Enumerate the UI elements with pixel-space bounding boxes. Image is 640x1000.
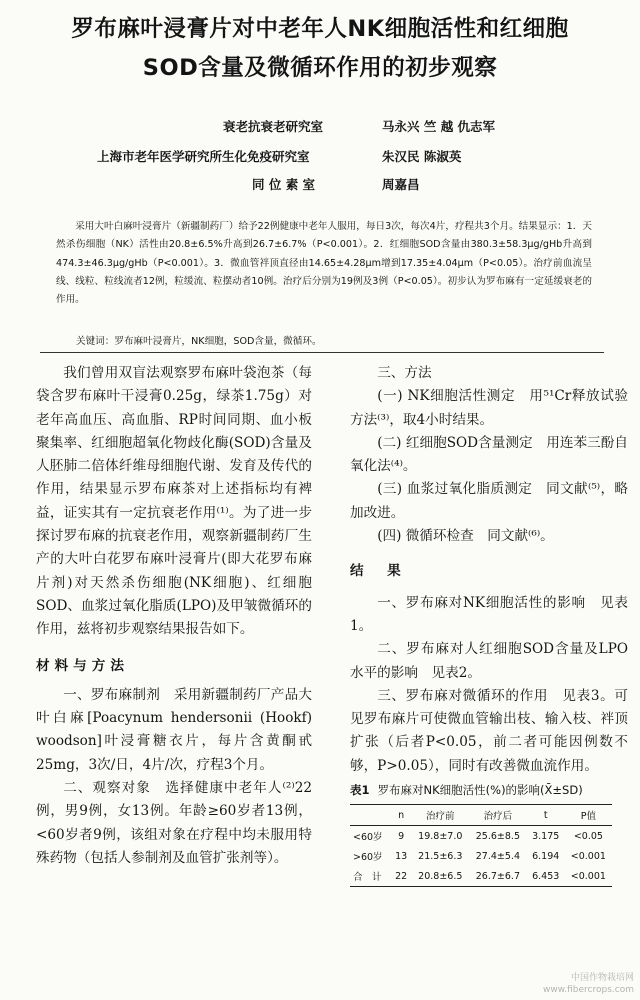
result-3: 三、罗布麻对微循环的作用 见表3。可见罗布麻片可使微血管输出枝、输入枝、袢顶扩张（后者P<0.05，前二者可能因例数不够，P>0.05），同时有改善微血流作用。 <box>350 687 628 774</box>
table-cell: 6.194 <box>532 850 560 862</box>
method-item-1: 一、罗布麻制剂 采用新疆制药厂产品大叶白麻[Poacynum hendersonii (Hookf) woodson]叶浸膏糖衣片，每片含黄酮甙25mg，3次/日，4片/次，疗程3个月。 <box>36 686 312 773</box>
methods-subheading: 三、方法 <box>377 365 432 381</box>
nk-activity-table <box>350 804 612 887</box>
table-header-row <box>350 805 612 826</box>
table-cell: <0.05 <box>573 830 603 842</box>
right-column <box>350 362 628 887</box>
table-header-cell: P值 <box>565 805 612 826</box>
abstract-text: 采用大叶白麻叶浸膏片（新疆制药厂）给予22例健康中老年人服用，每日3次，每次4片，疗程共3个月。结果显示：1．天然杀伤细胞（NK）活性由20.8±6.5%升高到26.7±6.7%（P<0.001）。2．红细胞SOD含量由380.3±58.3μg/gHb升高到474.3±46.3μg/gHb（P<0.001）。3．微血管袢顶直径由14.65±4.28μm增到17.35±4.04μm（P<0.05）。治疗前血流呈线、线粒、粒线流者12例，粒缓流、粒摆动者10例。治疗后分别为19例及3例（P<0.05）。初步认为罗布麻有一定延缓衰老的作用。 <box>56 221 592 306</box>
affiliation-dept-1: 衰老抗衰老研究室 <box>223 119 324 134</box>
table-row <box>350 866 612 887</box>
table-cell: 27.4±5.4 <box>475 850 520 862</box>
method-step-4: (四) 微循环检查 同文献⁽⁶⁾。 <box>377 528 554 545</box>
table-cell: 21.5±6.3 <box>418 850 463 862</box>
table-title: 罗布麻对NK细胞活性(%)的影响(X̄±SD) <box>377 783 583 798</box>
intro-paragraph: 我们曾用双盲法观察罗布麻叶袋泡茶（每袋含罗布麻叶干浸膏0.25g，绿茶1.75g）对老年高血压、高血脂、RP时间同期、血小板聚集率、红细胞超氧化物歧化酶(SOD)含量及人胚肺二倍体纤维母细胞代谢、发育及传代的作用，结果显示罗布麻茶对上述指标均有裨益，证实其有一定抗衰老作用⁽¹⁾。为了进一步探讨罗布麻的抗衰老作用，观察新疆制药厂生产的大叶白花罗布麻叶浸膏片(即大花罗布麻片剂)对天然杀伤细胞(NK细胞)、红细胞SOD、血浆过氧化脂质(LPO)及甲皱微循环的作用，兹将初步观察结果报告如下。 <box>36 365 312 638</box>
affiliation-dept-2: 上海市老年医学研究所生化免疫研究室 <box>97 149 310 164</box>
table-cell: 26.7±6.7 <box>469 866 527 887</box>
table-header-cell: n <box>391 805 412 826</box>
affiliation-names-2: 朱汉民 陈淑英 <box>382 149 462 164</box>
abstract <box>56 218 592 309</box>
divider <box>40 352 604 353</box>
table-caption <box>350 782 628 798</box>
result-2: 二、罗布麻对人红细胞SOD含量及LPO水平的影响 见表2。 <box>350 641 628 681</box>
table-cell: 合 计 <box>350 866 391 887</box>
table-row <box>350 826 612 847</box>
watermark-line-1: 中国作物栽培网 <box>570 973 634 983</box>
watermark <box>543 972 634 996</box>
table-cell: 25.6±8.5 <box>475 830 520 842</box>
table-cell: 6.453 <box>527 866 565 887</box>
method-item-2: 二、观察对象 选择健康中老年人⁽²⁾22例，男9例，女13例。年龄≥60岁者13例，<60岁者9例，该组对象在疗程中均未服用特殊药物（包括人参制剂及血管扩张剂等）。 <box>36 780 312 866</box>
left-column <box>36 362 312 870</box>
table-label: 表1 <box>350 783 370 798</box>
table-header-cell: 治疗后 <box>469 805 527 826</box>
title-line-2: SOD含量及微循环作用的初步观察 <box>142 55 498 81</box>
table-header-cell <box>350 805 391 826</box>
table-cell: 20.8±6.5 <box>412 866 470 887</box>
method-step-1: (一) NK细胞活性测定 用⁵¹Cr释放试验方法⁽³⁾，取4小时结果。 <box>350 388 628 428</box>
table-cell: <60岁 <box>353 832 383 844</box>
table-header-cell: t <box>527 805 565 826</box>
table-cell: 13 <box>395 850 408 862</box>
table-cell: <0.001 <box>565 866 612 887</box>
watermark-line-2: www.fibercrops.com <box>543 985 634 995</box>
table-cell: >60岁 <box>353 852 383 864</box>
result-1: 一、罗布麻对NK细胞活性的影响 见表1。 <box>350 594 628 634</box>
table-cell: 22 <box>391 866 412 887</box>
affiliation-dept-3: 同 位 素 室 <box>252 177 316 192</box>
table-row <box>350 846 612 866</box>
table-cell: 9 <box>398 830 405 842</box>
section-heading-methods: 材料与方法 <box>36 657 129 674</box>
table-cell: <0.001 <box>570 850 606 862</box>
section-heading-results: 结 果 <box>350 563 406 580</box>
table-cell: 3.175 <box>532 830 560 842</box>
method-step-3: (三) 血浆过氧化脂质测定 同文献⁽⁵⁾，略加改进。 <box>350 481 628 521</box>
method-step-2: (二) 红细胞SOD含量测定 用连苯三酚自氧化法⁽⁴⁾。 <box>350 434 628 475</box>
table-header-cell: 治疗前 <box>412 805 470 826</box>
table-cell: 19.8±7.0 <box>418 830 463 842</box>
keywords: 关键词：罗布麻叶浸膏片，NK细胞，SOD含量，微循环。 <box>76 336 322 347</box>
affiliation-names-1: 马永兴 竺 越 仇志军 <box>382 119 496 134</box>
affiliation-names-3: 周嘉昌 <box>382 177 420 192</box>
title-line-1: 罗布麻叶浸膏片对中老年人NK细胞活性和红细胞 <box>71 16 569 42</box>
